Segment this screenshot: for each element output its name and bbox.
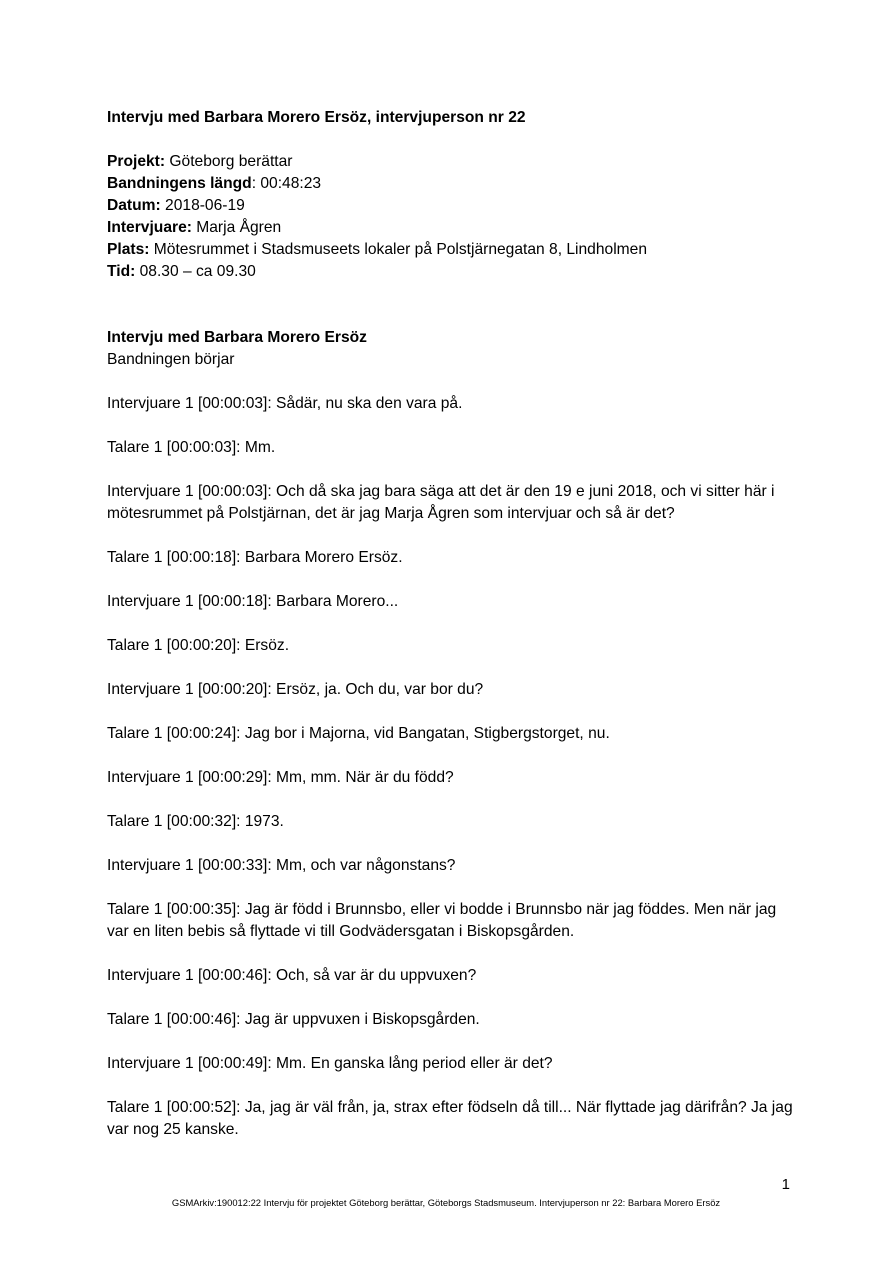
- meta-label: Projekt:: [107, 153, 166, 170]
- transcript-line: Talare 1 [00:00:52]: Ja, jag är väl från, ja, strax efter födseln då till... När flyttade jag därifrån? Ja jag var nog 25 kanske.: [107, 1099, 793, 1138]
- section-subheading: Bandningen börjar: [107, 351, 235, 368]
- meta-value: Mötesrummet i Stadsmuseets lokaler på Polstjärnegatan 8, Lindholmen: [149, 241, 647, 258]
- document-title: Intervju med Barbara Morero Ersöz, intervjuperson nr 22: [107, 109, 526, 126]
- document-body: [107, 107, 797, 1141]
- meta-project: [107, 151, 797, 173]
- meta-label: Datum:: [107, 197, 161, 214]
- meta-date: [107, 195, 797, 217]
- transcript-line: Talare 1 [00:00:20]: Ersöz.: [107, 637, 290, 654]
- meta-interviewer: [107, 217, 797, 239]
- metadata-block: [107, 151, 797, 283]
- transcript-line: Intervjuare 1 [00:00:03]: Och då ska jag bara säga att det är den 19 e juni 2018, och vi sitter här i mötesrummet på Polstjärnan, det är jag Marja Ågren som intervjuar och så är det?: [107, 483, 775, 522]
- meta-value: 08.30 – ca 09.30: [135, 263, 256, 280]
- meta-time: [107, 261, 797, 283]
- transcript-line: Intervjuare 1 [00:00:33]: Mm, och var någonstans?: [107, 857, 456, 874]
- meta-label: Tid:: [107, 263, 136, 280]
- transcript-line: Talare 1 [00:00:03]: Mm.: [107, 439, 276, 456]
- transcript-line: Intervjuare 1 [00:00:20]: Ersöz, ja. Och du, var bor du?: [107, 681, 484, 698]
- section-heading: Intervju med Barbara Morero Ersöz: [107, 329, 367, 346]
- transcript-line: Intervjuare 1 [00:00:46]: Och, så var är du uppvuxen?: [107, 967, 477, 984]
- meta-label: Bandningens längd: [107, 175, 252, 192]
- meta-value: Marja Ågren: [191, 219, 282, 236]
- meta-label: Intervjuare:: [107, 219, 192, 236]
- transcript-line: Talare 1 [00:00:32]: 1973.: [107, 813, 284, 830]
- transcript-line: Talare 1 [00:00:24]: Jag bor i Majorna, vid Bangatan, Stigbergstorget, nu.: [107, 725, 610, 742]
- transcript-line: Talare 1 [00:00:46]: Jag är uppvuxen i Biskopsgården.: [107, 1011, 480, 1028]
- transcript-line: Intervjuare 1 [00:00:18]: Barbara Morero...: [107, 593, 399, 610]
- transcript: [107, 393, 797, 1141]
- transcript-line: Intervjuare 1 [00:00:29]: Mm, mm. När är du född?: [107, 769, 454, 786]
- meta-value: Göteborg berättar: [165, 153, 293, 170]
- meta-label: Plats:: [107, 241, 150, 258]
- meta-place: [107, 239, 797, 261]
- meta-duration: [107, 173, 797, 195]
- transcript-line: Talare 1 [00:00:35]: Jag är född i Brunnsbo, eller vi bodde i Brunnsbo när jag föddes. Men när jag var en liten bebis så flyttade vi till Godvädersgatan i Biskopsgården.: [107, 901, 777, 940]
- transcript-line: Intervjuare 1 [00:00:03]: Sådär, nu ska den vara på.: [107, 395, 463, 412]
- meta-value: : 00:48:23: [251, 175, 322, 192]
- meta-value: 2018-06-19: [160, 197, 245, 214]
- transcript-line: Intervjuare 1 [00:00:49]: Mm. En ganska lång period eller är det?: [107, 1055, 553, 1072]
- page-footer: GSMArkiv:190012:22 Intervju för projektet Göteborg berättar, Göteborgs Stadsmuseum. Intervjuperson nr 22: Barbara Morero Ersöz: [171, 1197, 721, 1208]
- page-number: 1: [781, 1176, 790, 1193]
- transcript-line: Talare 1 [00:00:18]: Barbara Morero Ersöz.: [107, 549, 403, 566]
